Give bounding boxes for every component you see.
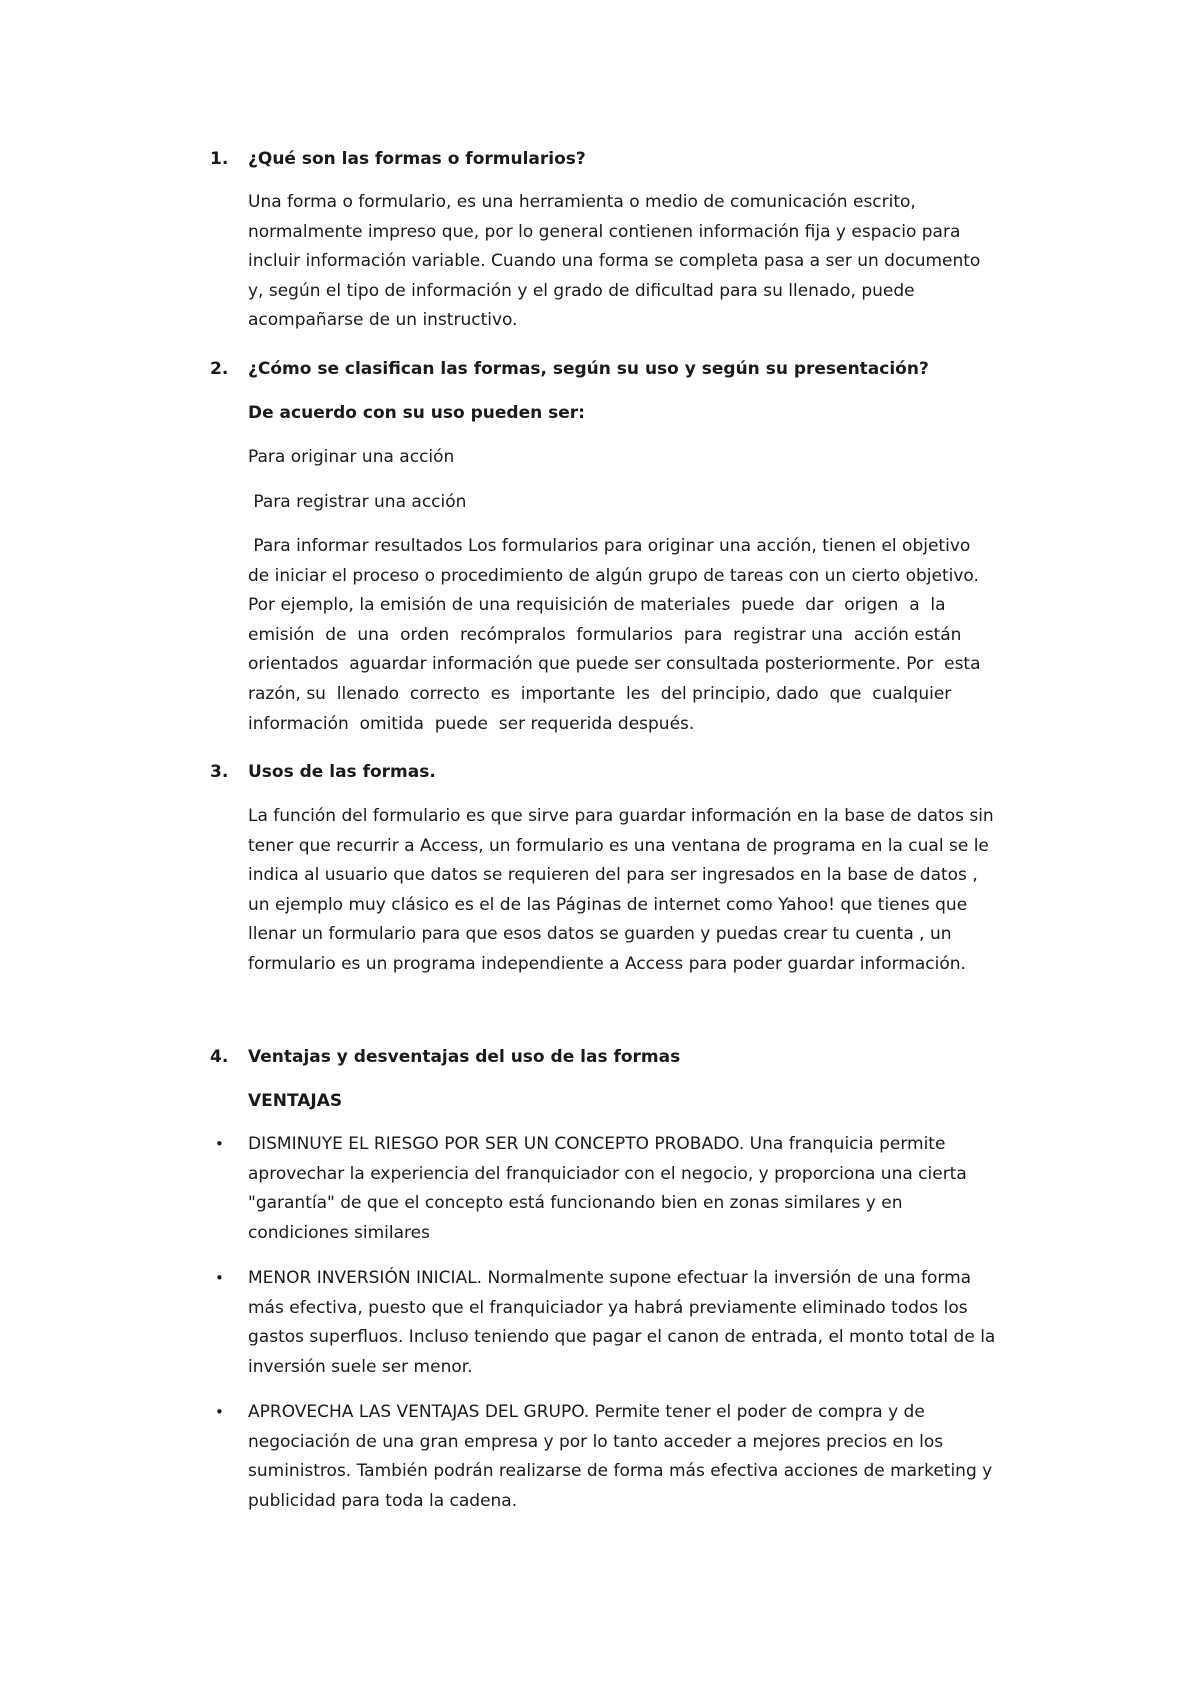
bullet-line: inversión suele ser menor. [248, 1356, 473, 1377]
bullet-line: "garantía" de que el concepto está funcionando bien en zonas similares y en [248, 1193, 903, 1214]
section-4-number: 4. [210, 1047, 229, 1067]
bullet-line: gastos superfluos. Incluso teniendo que pagar el canon de entrada, el monto total de la [248, 1327, 996, 1348]
paragraph-line: incluir información variable. Cuando una forma se completa pasa a ser un documento [248, 251, 981, 272]
paragraph-line: Para informar resultados Los formularios para originar una acción, tienen el objetivo [248, 536, 971, 556]
section-4-heading: Ventajas y desventajas del uso de las formas [248, 1047, 681, 1067]
section-2-item: Para registrar una acción [248, 492, 467, 512]
bullet-icon: • [215, 1269, 224, 1287]
paragraph-line: indica al usuario que datos se requieren del para ser ingresados en la base de datos , [248, 865, 978, 886]
paragraph-line: orientados aguardar información que puede ser consultada posteriormente. Por esta [248, 654, 981, 675]
section-2-paragraph [248, 532, 1038, 739]
section-1-heading: ¿Qué son las formas o formularios? [248, 149, 586, 169]
paragraph-line: emisión de una orden recómpralos formularios para registrar una acción están [248, 624, 962, 645]
paragraph-line: acompañarse de un instructivo. [248, 310, 518, 331]
section-1-number: 1. [210, 149, 229, 169]
bullet-icon: • [215, 1403, 224, 1421]
bullet-line: aprovechar la experiencia del franquiciador con el negocio, y proporciona una cierta [248, 1163, 967, 1184]
paragraph-line: información omitida puede ser requerida después. [248, 713, 695, 734]
bullet-line: suministros. También podrán realizarse de forma más efectiva acciones de marketing y [248, 1461, 993, 1482]
bullet-item [248, 1398, 1038, 1516]
section-4-subheading: VENTAJAS [248, 1091, 343, 1111]
paragraph-line: La función del formulario es que sirve para guardar información en la base de datos sin [248, 806, 994, 826]
bullet-icon: • [215, 1135, 224, 1153]
section-2-number: 2. [210, 359, 229, 379]
bullet-item [248, 1130, 1038, 1248]
paragraph-line: Por ejemplo, la emisión de una requisición de materiales puede dar origen a la [248, 595, 946, 616]
bullet-line: más efectiva, puesto que el franquiciador ya habrá previamente eliminado todos los [248, 1297, 968, 1318]
bullet-line: DISMINUYE EL RIESGO POR SER UN CONCEPTO PROBADO. Una franquicia permite [248, 1134, 946, 1154]
paragraph-line: de iniciar el proceso o procedimiento de algún grupo de tareas con un cierto objetivo. [248, 565, 979, 586]
paragraph-line: razón, su llenado correcto es importante les del principio, dado que cualquier [248, 683, 952, 704]
paragraph-line: Una forma o formulario, es una herramienta o medio de comunicación escrito, [248, 192, 916, 212]
paragraph-line: normalmente impreso que, por lo general contienen información fija y espacio para [248, 221, 961, 242]
bullet-item [248, 1264, 1038, 1382]
section-2-item: Para originar una acción [248, 447, 455, 467]
section-1-paragraph [248, 188, 1038, 336]
paragraph-line: tener que recurrir a Access, un formulario es una ventana de programa en la cual se le [248, 835, 989, 856]
bullet-line: APROVECHA LAS VENTAJAS DEL GRUPO. Permite tener el poder de compra y de [248, 1402, 925, 1422]
bullet-line: publicidad para toda la cadena. [248, 1490, 518, 1511]
section-3-number: 3. [210, 762, 229, 782]
section-3-paragraph [248, 802, 1038, 980]
bullet-line: negociación de una gran empresa y por lo tanto acceder a mejores precios en los [248, 1431, 944, 1452]
section-3-heading: Usos de las formas. [248, 762, 436, 782]
bullet-line: condiciones similares [248, 1222, 430, 1243]
bullet-line: MENOR INVERSIÓN INICIAL. Normalmente supone efectuar la inversión de una forma [248, 1268, 972, 1288]
section-2-heading: ¿Cómo se clasifican las formas, según su uso y según su presentación? [248, 359, 929, 379]
paragraph-line: formulario es un programa independiente a Access para poder guardar información. [248, 953, 966, 974]
paragraph-line: y, según el tipo de información y el grado de dificultad para su llenado, puede [248, 280, 915, 301]
section-2-subheading: De acuerdo con su uso pueden ser: [248, 403, 585, 423]
paragraph-line: llenar un formulario para que esos datos se guarden y puedas crear tu cuenta , un [248, 924, 952, 945]
paragraph-line: un ejemplo muy clásico es el de las Páginas de internet como Yahoo! que tienes que [248, 894, 968, 915]
